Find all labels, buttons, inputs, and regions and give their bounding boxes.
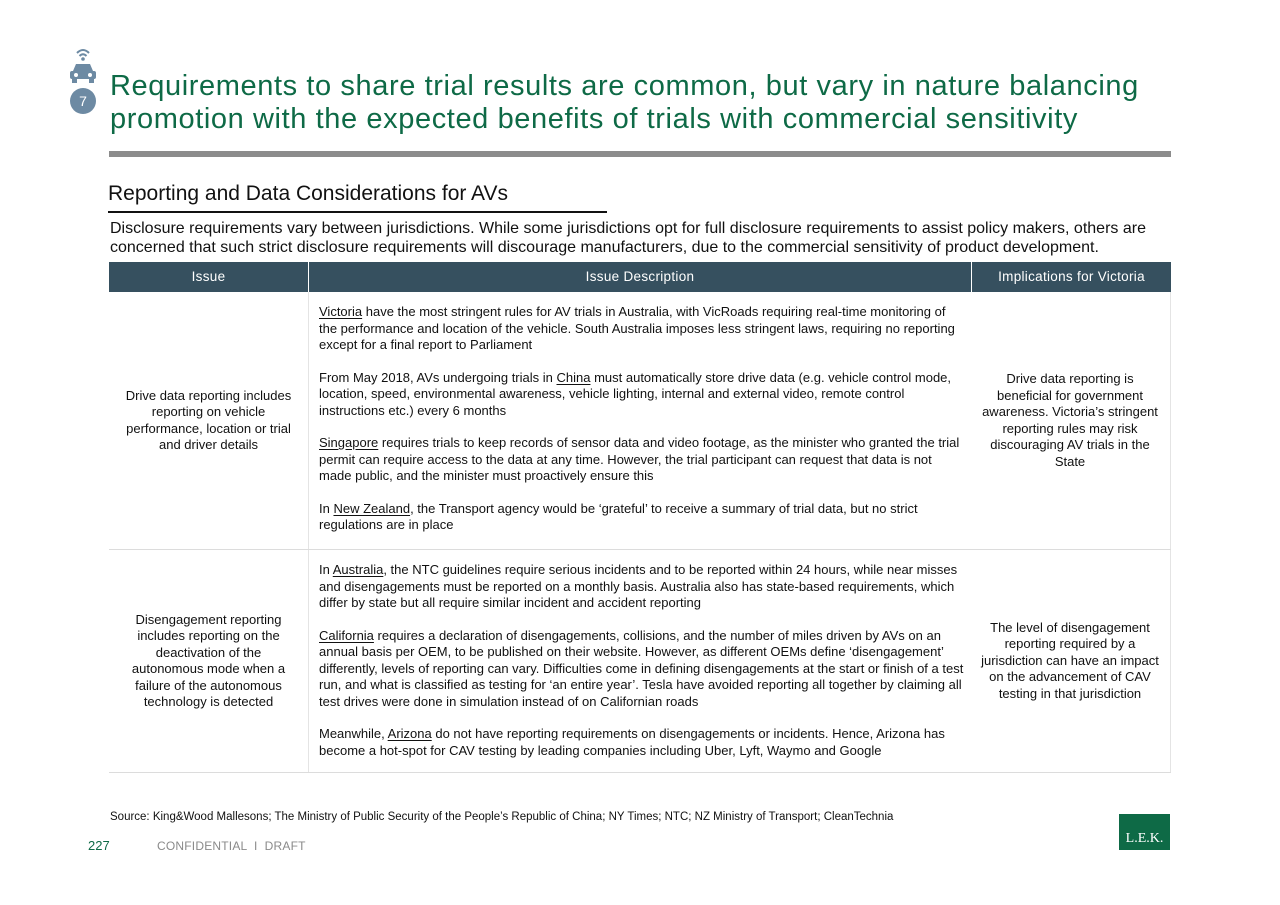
page-title — [110, 70, 1160, 136]
description-paragraph — [319, 628, 964, 711]
paragraph-text: requires trials to keep records of sensor data and video footage, as the minister who granted the trial permit can require access to the data at any time. However, the trial participant can request that data is not made public, and the minister must proactively ensure this — [319, 435, 960, 483]
table-row — [109, 549, 1171, 773]
paragraph-text: have the most stringent rules for AV trials in Australia, with VicRoads requiring real-time monitoring of the performance and location of the vehicle. South Australia imposes less stringent laws, requiring no reporting except for a final report to Parliament — [319, 304, 955, 352]
description-paragraph — [319, 370, 964, 420]
connected-car-icon — [68, 46, 98, 84]
description-paragraph — [319, 435, 964, 485]
page-number: 227 — [88, 838, 110, 853]
description-paragraph — [319, 501, 964, 534]
paragraph-text: , the Transport agency would be ‘grateful’ to receive a summary of trial data, but no strict regulations are in place — [319, 500, 918, 532]
implication-text: Drive data reporting is beneficial for government awareness. Victoria’s stringent reporting rules may risk discouraging AV trials in the State — [982, 371, 1158, 469]
jurisdiction-link-australia[interactable]: Australia — [332, 562, 384, 577]
issue-text: Disengagement reporting includes reporting on the deactivation of the autonomous mode when a failure of the autonomous technology is detected — [131, 611, 286, 709]
jurisdiction-link-arizona[interactable]: Arizona — [387, 726, 432, 741]
confidential-label: CONFIDENTIAL I DRAFT — [157, 839, 306, 853]
intro-paragraph: Disclosure requirements vary between jurisdictions. While some jurisdictions opt for full disclosure requirements to assist policy makers, others are concerned that such strict disclosure requirements will discourage manufacturers, due to the commercial sensitivity of product development. — [110, 220, 1146, 256]
issue-cell — [109, 550, 308, 772]
paragraph-text: requires a declaration of disengagements, collisions, and the number of miles driven by AVs on an annual basis per OEM, to be published on their website. However, as different OEMs define ‘disengagement’ differently, levels of reporting can vary. Difficulties come in defining disengagements at the start or finish of a test run, and what is classified as testing for ‘an entire year’. Tesla have avoided reporting all together by claiming all test drives were done in simulation instead of on Californian roads — [319, 627, 964, 709]
table-row — [109, 292, 1171, 549]
paragraph-text: In — [319, 562, 333, 577]
description-paragraph — [319, 562, 964, 612]
paragraph-text: , the NTC guidelines require serious incidents and to be reported within 24 hours, while near misses and disengagements must be reported on a monthly basis. Australia also has state-based requirements, which differ by state but all require similar incident and accident reporting — [319, 562, 958, 610]
paragraph-text: do not have reporting requirements on disengagements or incidents. Hence, Arizona has become a hot-spot for CAV testing by leading companies including Uber, Lyft, Waymo and Google — [319, 726, 945, 758]
issue-cell — [109, 292, 308, 549]
paragraph-text: In — [319, 500, 334, 516]
table-header-row — [109, 262, 1171, 292]
section-heading-underline — [108, 211, 607, 213]
description-cell — [319, 562, 964, 759]
section-number-badge: 7 — [70, 88, 96, 114]
header-implications: Implications for Victoria — [998, 269, 1145, 284]
jurisdiction-link-singapore[interactable]: Singapore — [319, 435, 379, 450]
paragraph-text: From May 2018, AVs undergoing trials in — [319, 369, 557, 385]
description-paragraph — [319, 304, 964, 354]
description-paragraph — [319, 726, 964, 759]
implication-text: The level of disengagement reporting required by a jurisdiction can have an impact on the advancement of CAV testing in that jurisdiction — [981, 619, 1159, 701]
page-title-line-1: Requirements to share trial results are common, but vary in nature balancing — [110, 70, 1139, 102]
page-title-line-2: promotion with the expected benefits of trials with commercial sensitivity — [110, 103, 1078, 135]
paragraph-text: Meanwhile, — [319, 726, 388, 741]
jurisdiction-link-china[interactable]: China — [556, 369, 591, 385]
lek-logo: L.E.K. — [1119, 814, 1170, 850]
title-divider — [109, 151, 1171, 157]
header-issue-description: Issue Description — [585, 269, 695, 284]
jurisdiction-link-california[interactable]: California — [319, 627, 374, 643]
jurisdiction-link-new-zealand[interactable]: New Zealand — [333, 500, 411, 516]
implication-cell — [972, 292, 1168, 549]
header-issue: Issue — [191, 269, 226, 284]
section-heading: Reporting and Data Considerations for AVs — [108, 182, 509, 205]
implication-cell — [972, 550, 1168, 772]
source-note: Source: King&Wood Mallesons; The Ministry of Public Security of the People’s Republic of China; NY Times; NTC; NZ Ministry of Transport; CleanTechnia — [110, 811, 894, 823]
paragraph-text: must automatically store drive data (e.g. vehicle control mode, location, speed, environmental awareness, vehicle lighting, internal and external video, remote control instructions etc.) every 6 months — [319, 369, 952, 418]
reporting-table — [109, 262, 1171, 772]
description-cell — [319, 304, 964, 534]
jurisdiction-link-victoria[interactable]: Victoria — [319, 304, 363, 319]
issue-text: Drive data reporting includes reporting on vehicle performance, location or trial and driver details — [125, 387, 292, 452]
